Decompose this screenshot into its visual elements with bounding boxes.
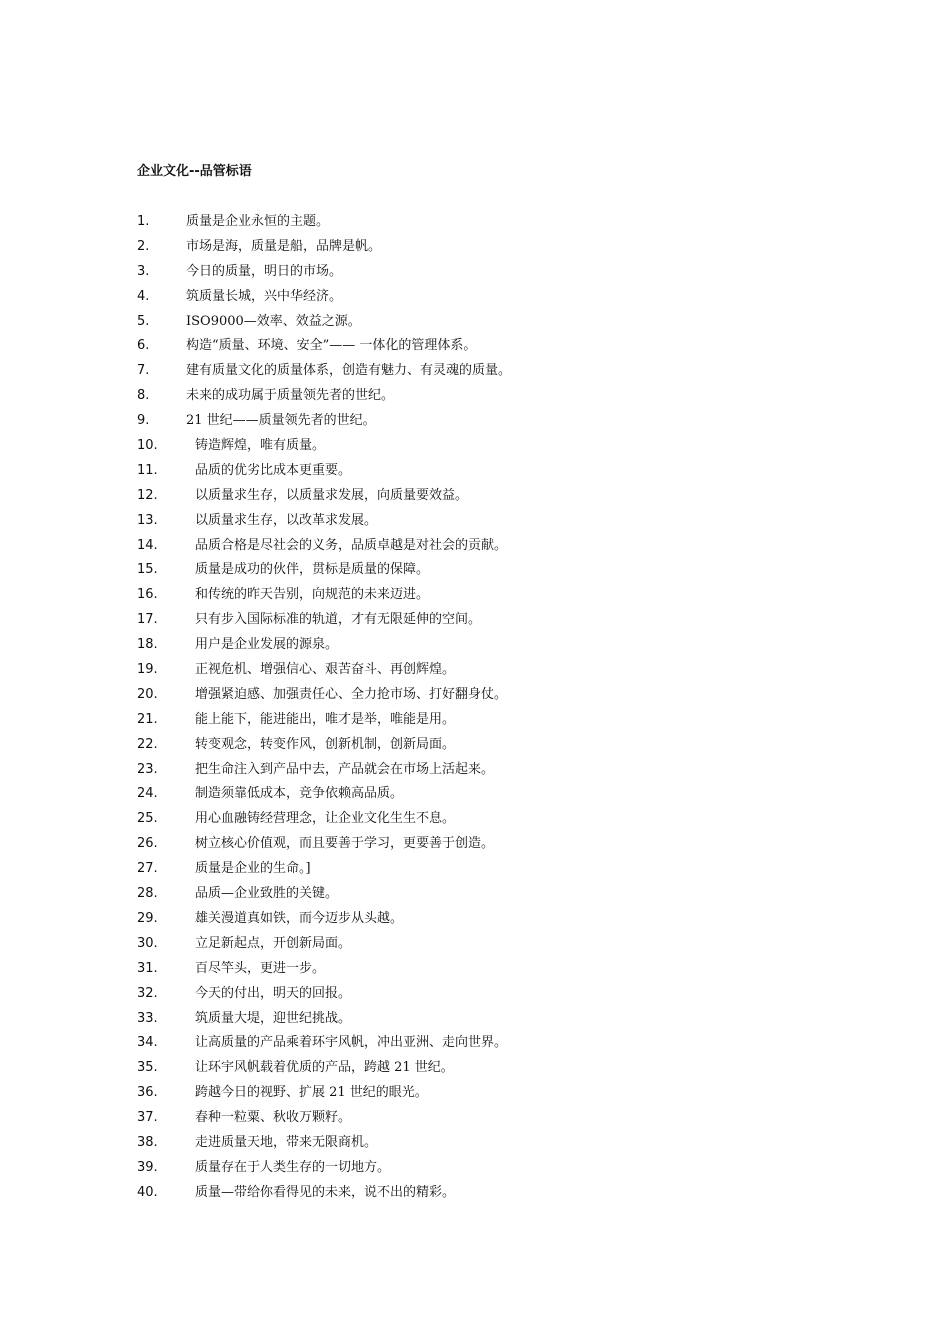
list-item-number: 12. xyxy=(137,487,158,503)
list-item-number: 21. xyxy=(137,711,158,727)
list-item-text: 质量是成功的伙伴，贯标是质量的保障。 xyxy=(195,562,430,578)
list-item xyxy=(137,312,857,337)
list-item xyxy=(137,411,857,436)
list-item-number: 6. xyxy=(137,338,150,354)
list-item-text: 质量存在于人类生存的一切地方。 xyxy=(195,1159,391,1175)
list-item xyxy=(137,859,857,884)
list-item-number: 36. xyxy=(137,1085,158,1101)
list-item-text: 构造“质量、环境、安全”—— 一体化的管理体系。 xyxy=(186,338,477,354)
list-item-text: 春种一粒粟、秋收万颗籽。 xyxy=(195,1110,352,1126)
list-item-text: 用心血融铸经营理念，让企业文化生生不息。 xyxy=(195,811,456,827)
list-item-text: 建有质量文化的质量体系，创造有魅力、有灵魂的质量。 xyxy=(186,363,512,379)
list-item xyxy=(137,237,857,262)
list-item xyxy=(137,834,857,859)
list-item-number: 14. xyxy=(137,537,158,553)
list-item-text: 未来的成功属于质量领先者的世纪。 xyxy=(186,388,395,404)
list-item xyxy=(137,959,857,984)
list-item-number: 32. xyxy=(137,985,158,1001)
list-item-text: 百尽竿头，更进一步。 xyxy=(195,960,326,976)
list-item-number: 39. xyxy=(137,1159,158,1175)
list-item xyxy=(137,809,857,834)
list-item xyxy=(137,1009,857,1034)
list-item xyxy=(137,1033,857,1058)
list-item xyxy=(137,1108,857,1133)
list-item-number: 3. xyxy=(137,263,150,279)
list-item-number: 35. xyxy=(137,1060,158,1076)
list-item-text: 把生命注入到产品中去，产品就会在市场上活起来。 xyxy=(195,761,495,777)
list-item-text: 和传统的昨天告别，向规范的未来迈进。 xyxy=(195,587,430,603)
list-item-number: 4. xyxy=(137,288,150,304)
document-title: 企业文化--品管标语 xyxy=(137,164,252,179)
list-item-number: 30. xyxy=(137,935,158,951)
list-item xyxy=(137,660,857,685)
list-item-text: ISO9000—效率、效益之源。 xyxy=(186,313,361,329)
list-item xyxy=(137,984,857,1009)
list-item xyxy=(137,386,857,411)
list-item-number: 7. xyxy=(137,363,150,379)
list-item xyxy=(137,361,857,386)
list-item xyxy=(137,1133,857,1158)
list-item-text: 用户是企业发展的源泉。 xyxy=(195,637,339,653)
list-item xyxy=(137,560,857,585)
list-item-text: 铸造辉煌，唯有质量。 xyxy=(195,438,326,454)
list-item-number: 27. xyxy=(137,861,158,877)
list-item-text: 走进质量天地，带来无限商机。 xyxy=(195,1134,378,1150)
list-item-text: 筑质量大堤，迎世纪挑战。 xyxy=(195,1010,352,1026)
list-item-text: 市场是海，质量是船，品牌是帆。 xyxy=(186,238,382,254)
list-item-text: 筑质量长城，兴中华经济。 xyxy=(186,288,343,304)
list-item-number: 18. xyxy=(137,637,158,653)
list-item-number: 23. xyxy=(137,761,158,777)
list-item-text: 转变观念，转变作风，创新机制，创新局面。 xyxy=(195,736,456,752)
list-item-number: 17. xyxy=(137,612,158,628)
list-item-number: 40. xyxy=(137,1184,158,1200)
list-item-text: 让高质量的产品乘着环宇风帆，冲出亚洲、走向世界。 xyxy=(195,1035,508,1051)
slogan-list xyxy=(137,212,857,1208)
list-item-number: 26. xyxy=(137,836,158,852)
list-item-text: 以质量求生存，以质量求发展，向质量要效益。 xyxy=(195,487,469,503)
list-item-text: 质量是企业永恒的主题。 xyxy=(186,214,330,229)
list-item xyxy=(137,536,857,561)
list-item-text: 品质的优劣比成本更重要。 xyxy=(195,462,352,478)
list-item xyxy=(137,461,857,486)
list-item-number: 37. xyxy=(137,1110,158,1126)
list-item-text: 雄关漫道真如铁，而今迈步从头越。 xyxy=(195,910,404,926)
list-item-text: 正视危机、增强信心、艰苦奋斗、再创辉煌。 xyxy=(195,662,456,678)
list-item xyxy=(137,1183,857,1208)
list-item-number: 31. xyxy=(137,960,158,976)
list-item xyxy=(137,610,857,635)
list-item-number: 16. xyxy=(137,587,158,603)
list-item-text: 制造须靠低成本，竞争依赖高品质。 xyxy=(195,786,404,802)
list-item xyxy=(137,685,857,710)
list-item xyxy=(137,262,857,287)
list-item-number: 25. xyxy=(137,811,158,827)
list-item-text: 让环宇风帆载着优质的产品，跨越 21 世纪。 xyxy=(195,1060,454,1076)
list-item-text: 以质量求生存，以改革求发展。 xyxy=(195,512,378,528)
list-item-text: 品质—企业致胜的关键。 xyxy=(195,886,339,902)
list-item-number: 1. xyxy=(137,214,150,229)
list-item-number: 24. xyxy=(137,786,158,802)
list-item-number: 5. xyxy=(137,313,150,329)
list-item xyxy=(137,635,857,660)
list-item xyxy=(137,511,857,536)
list-item-text: 21 世纪——质量领先者的世纪。 xyxy=(186,413,376,429)
list-item-text: 品质合格是尽社会的义务，品质卓越是对社会的贡献。 xyxy=(195,537,508,553)
list-item-text: 今日的质量，明日的市场。 xyxy=(186,263,343,279)
list-item-number: 22. xyxy=(137,736,158,752)
list-item-number: 8. xyxy=(137,388,150,404)
list-item-text: 树立核心价值观，而且要善于学习，更要善于创造。 xyxy=(195,836,495,852)
list-item xyxy=(137,287,857,312)
list-item-text: 能上能下，能进能出，唯才是举，唯能是用。 xyxy=(195,711,456,727)
list-item xyxy=(137,1058,857,1083)
list-item-number: 10. xyxy=(137,438,158,454)
list-item-number: 11. xyxy=(137,462,158,478)
list-item xyxy=(137,336,857,361)
list-item xyxy=(137,909,857,934)
list-item-number: 33. xyxy=(137,1010,158,1026)
list-item-number: 13. xyxy=(137,512,158,528)
list-item-number: 28. xyxy=(137,886,158,902)
list-item xyxy=(137,735,857,760)
list-item xyxy=(137,1158,857,1183)
list-item-text: 今天的付出，明天的回报。 xyxy=(195,985,352,1001)
list-item-number: 38. xyxy=(137,1134,158,1150)
list-item xyxy=(137,784,857,809)
list-item xyxy=(137,436,857,461)
list-item-text: 增强紧迫感、加强责任心、全力抢市场、打好翻身仗。 xyxy=(195,686,508,702)
list-item-number: 29. xyxy=(137,910,158,926)
list-item-number: 9. xyxy=(137,413,150,429)
list-item-text: 质量是企业的生命。] xyxy=(195,861,311,877)
list-item-text: 跨越今日的视野、扩展 21 世纪的眼光。 xyxy=(195,1085,428,1101)
list-item-number: 34. xyxy=(137,1035,158,1051)
list-item xyxy=(137,934,857,959)
list-item xyxy=(137,760,857,785)
list-item-number: 20. xyxy=(137,686,158,702)
list-item-text: 立足新起点，开创新局面。 xyxy=(195,935,352,951)
list-item-text: 质量—带给你看得见的未来，说不出的精彩。 xyxy=(195,1184,456,1200)
list-item xyxy=(137,212,857,237)
list-item xyxy=(137,1083,857,1108)
list-item-number: 2. xyxy=(137,238,150,254)
list-item-text: 只有步入国际标准的轨道，才有无限延伸的空间。 xyxy=(195,612,482,628)
list-item xyxy=(137,884,857,909)
list-item xyxy=(137,585,857,610)
list-item xyxy=(137,486,857,511)
list-item-number: 15. xyxy=(137,562,158,578)
list-item-number: 19. xyxy=(137,662,158,678)
list-item xyxy=(137,710,857,735)
